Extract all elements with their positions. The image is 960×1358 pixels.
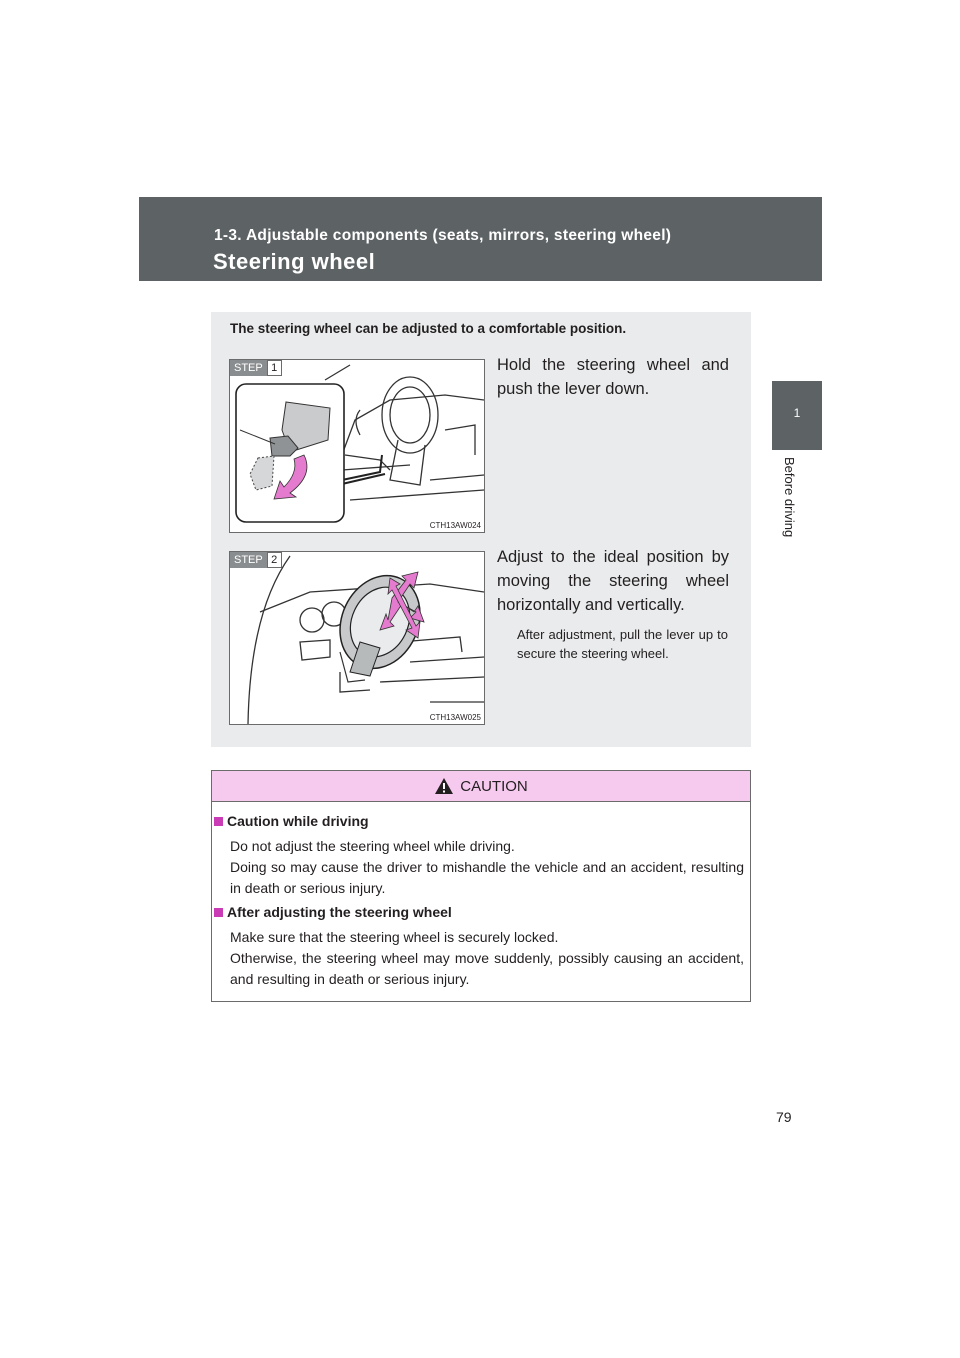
caution-heading-text: Caution while driving (227, 813, 369, 829)
caution-line: Make sure that the steering wheel is securely locked. (230, 929, 559, 945)
chapter-number: 1 (793, 406, 801, 420)
step2-illustration (229, 551, 485, 725)
step2-subtext: After adjustment, pull the lever up to secure the steering wheel. (517, 627, 728, 661)
caution-header (212, 771, 750, 802)
caution-item-heading (214, 813, 369, 829)
section-title: 1-3. Adjustable components (seats, mirrors, steering wheel) (214, 227, 672, 244)
step-label: STEP (230, 360, 267, 376)
caution-heading-text: After adjusting the steering wheel (227, 904, 452, 920)
chapter-tab (772, 381, 822, 450)
caution-item-heading (214, 904, 452, 920)
bullet-square-icon (214, 817, 223, 826)
step-number: 1 (267, 360, 282, 376)
caution-line: Do not adjust the steering wheel while driving. (230, 838, 515, 854)
chapter-label: Before driving (782, 457, 797, 538)
steering-lever-drawing (230, 360, 484, 532)
page-title: Steering wheel (213, 249, 376, 274)
warning-icon (434, 777, 454, 795)
figure-code: CTH13AW024 (429, 521, 481, 530)
bullet-square-icon (214, 908, 223, 917)
section-header (139, 197, 822, 281)
step1-text: Hold the steering wheel and push the lever down. (497, 356, 729, 398)
step1-illustration (229, 359, 485, 533)
caution-line: Doing so may cause the driver to mishandle the vehicle and an accident, resulting in death or serious injury. (230, 859, 744, 896)
step2-text: Adjust to the ideal position by moving the steering wheel horizontally and vertically. (497, 548, 729, 614)
step-number: 2 (267, 552, 282, 568)
caution-item-text (230, 927, 744, 990)
figure-code: CTH13AW025 (429, 713, 481, 722)
step-label: STEP (230, 552, 267, 568)
intro-text: The steering wheel can be adjusted to a comfortable position. (230, 321, 627, 336)
caution-line: Otherwise, the steering wheel may move suddenly, possibly causing an accident, and resulting in death or serious injury. (230, 950, 744, 987)
caution-box (211, 770, 751, 1002)
page-number: 79 (776, 1109, 792, 1125)
caution-label: CAUTION (460, 777, 528, 795)
steering-adjust-drawing (230, 552, 484, 724)
caution-item-text (230, 836, 744, 899)
